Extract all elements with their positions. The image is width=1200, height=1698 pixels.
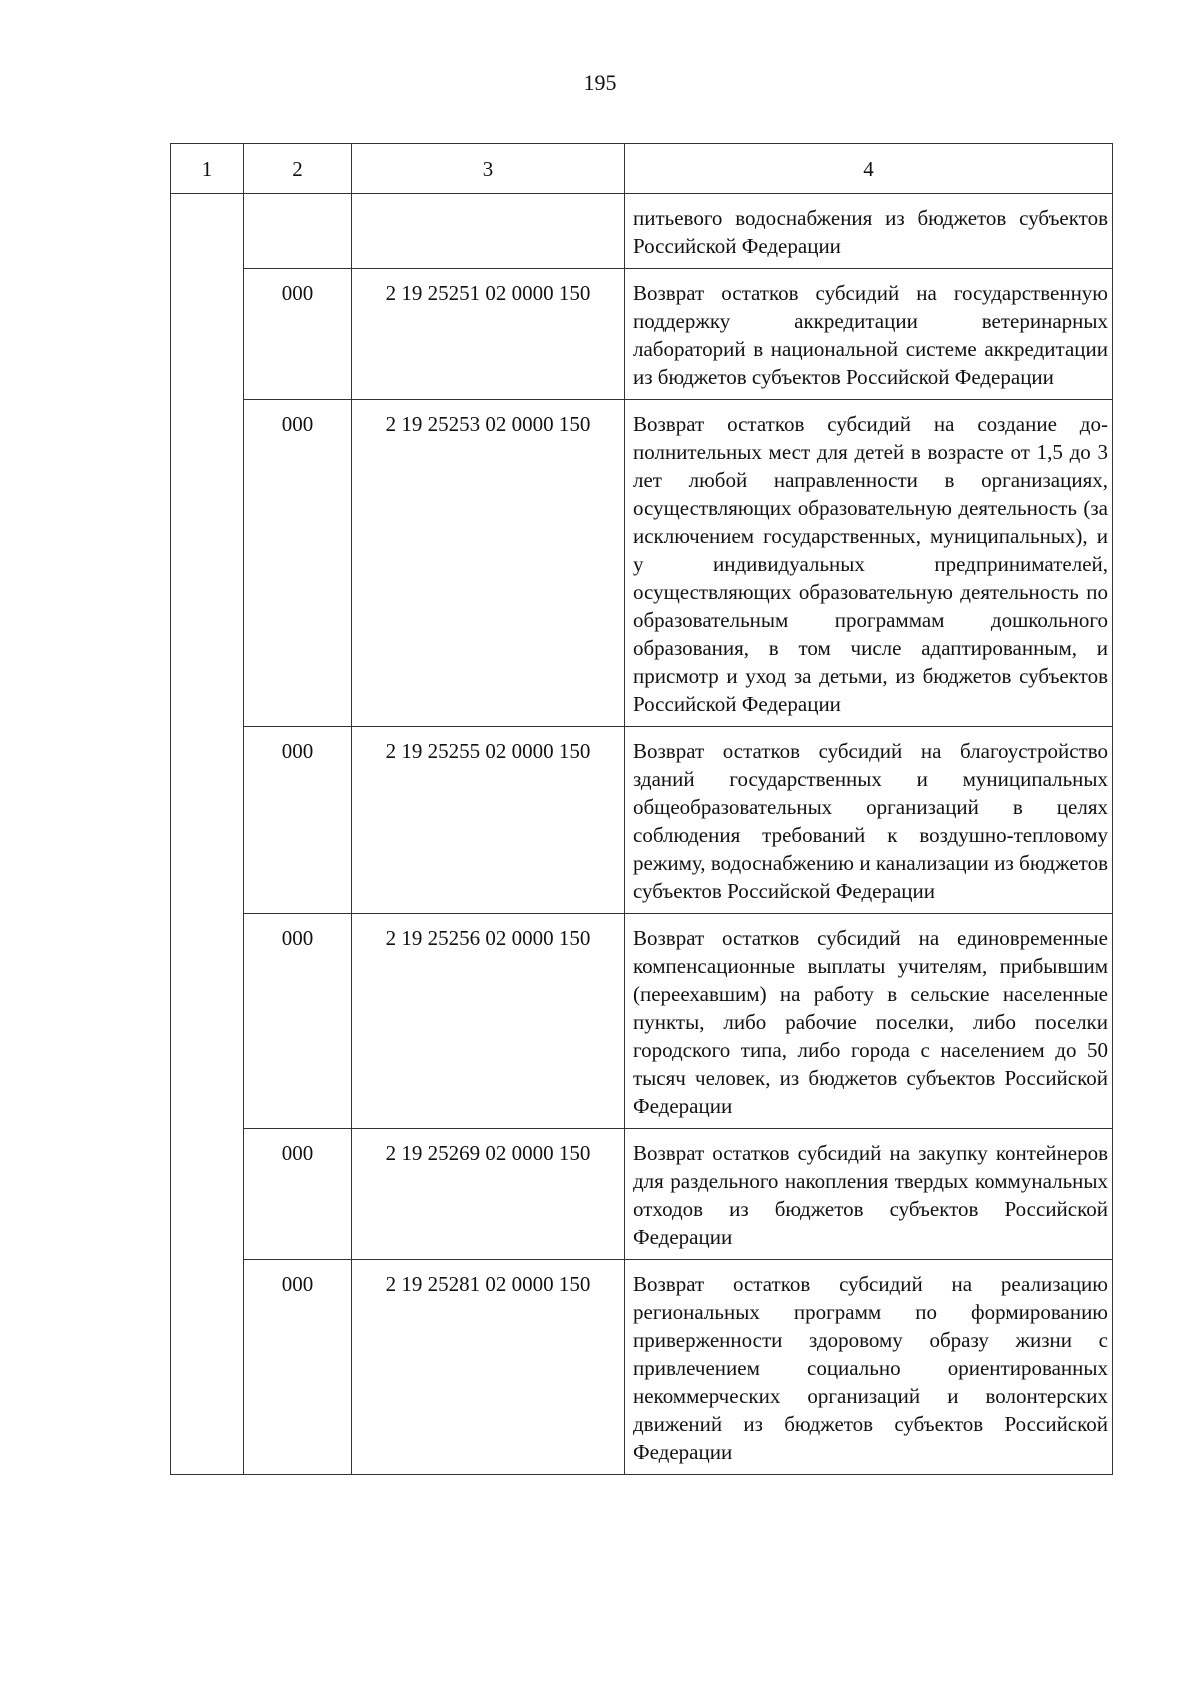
budget-code-cell bbox=[352, 194, 625, 269]
admin-code-cell: 000 bbox=[244, 400, 352, 727]
table-row bbox=[171, 269, 1113, 400]
admin-code-cell: 000 bbox=[244, 269, 352, 400]
header-col-3: 3 bbox=[352, 144, 625, 194]
table-row bbox=[171, 1260, 1113, 1475]
table-row bbox=[171, 914, 1113, 1129]
description-cell: Возврат остатков субсидий на государственную поддержку аккредитации ветеринарных лабораторий в национальной системе аккредитации из бюджетов субъектов Российской Федерации bbox=[625, 269, 1113, 400]
row-col-1 bbox=[171, 194, 244, 269]
budget-codes-table bbox=[170, 143, 1113, 1475]
row-col-1 bbox=[171, 269, 244, 400]
budget-code-cell: 2 19 25251 02 0000 150 bbox=[352, 269, 625, 400]
row-col-1 bbox=[171, 400, 244, 727]
budget-code-cell: 2 19 25253 02 0000 150 bbox=[352, 400, 625, 727]
description-cell: Возврат остатков субсидий на создание дополнительных мест для детей в возрасте от 1,5 до 3 лет любой направленности в организациях, осуществляющих образовательную деятельность (за исключением государственных, муниципальных), и у индивидуальных предпринимателей, осуществляющих образовательную деятельность по образовательным программам дошкольного образования, в том числе адаптированным, и присмотр и уход за детьми, из бюджетов субъектов Российской Федерации bbox=[625, 400, 1113, 727]
description-cell: Возврат остатков субсидий на закупку контейнеров для раздельного накопления твердых коммунальных отходов из бюджетов субъектов Российской Федерации bbox=[625, 1129, 1113, 1260]
table-row bbox=[171, 1129, 1113, 1260]
header-col-2: 2 bbox=[244, 144, 352, 194]
table-row bbox=[171, 400, 1113, 727]
budget-code-cell: 2 19 25256 02 0000 150 bbox=[352, 914, 625, 1129]
budget-code-cell: 2 19 25269 02 0000 150 bbox=[352, 1129, 625, 1260]
admin-code-cell bbox=[244, 194, 352, 269]
page-number: 195 bbox=[583, 70, 617, 95]
budget-code-cell: 2 19 25255 02 0000 150 bbox=[352, 727, 625, 914]
header-col-1: 1 bbox=[171, 144, 244, 194]
header-col-4: 4 bbox=[625, 144, 1113, 194]
row-col-1 bbox=[171, 1129, 244, 1260]
header-row bbox=[171, 144, 1113, 194]
description-cell: Возврат остатков субсидий на реализацию региональных программ по формированию приверженности здоровому образу жизни с привлечением социально ориентированных некоммерческих организаций и волонтерских движений из бюджетов субъектов Российской Федерации bbox=[625, 1260, 1113, 1475]
row-col-1 bbox=[171, 1260, 244, 1475]
description-cell: Возврат остатков субсидий на единовременные компенсационные выплаты учителям, прибывшим (переехавшим) на работу в сельские населенные пункты, либо рабочие поселки, либо поселки городского типа, либо города с населением до 50 тысяч человек, из бюджетов субъектов Российской Федерации bbox=[625, 914, 1113, 1129]
description-cell: Возврат остатков субсидий на благоустройство зданий государственных и муниципальных общеобразовательных организаций в целях соблюдения требований к воздушно-тепловому режиму, водоснабжению и канализации из бюджетов субъектов Российской Федерации bbox=[625, 727, 1113, 914]
table-row bbox=[171, 727, 1113, 914]
row-col-1 bbox=[171, 727, 244, 914]
description-cell: питьевого водоснабжения из бюджетов субъектов Российской Федерации bbox=[625, 194, 1113, 269]
admin-code-cell: 000 bbox=[244, 727, 352, 914]
admin-code-cell: 000 bbox=[244, 1129, 352, 1260]
admin-code-cell: 000 bbox=[244, 1260, 352, 1475]
row-col-1 bbox=[171, 914, 244, 1129]
table-row bbox=[171, 194, 1113, 269]
admin-code-cell: 000 bbox=[244, 914, 352, 1129]
budget-code-cell: 2 19 25281 02 0000 150 bbox=[352, 1260, 625, 1475]
